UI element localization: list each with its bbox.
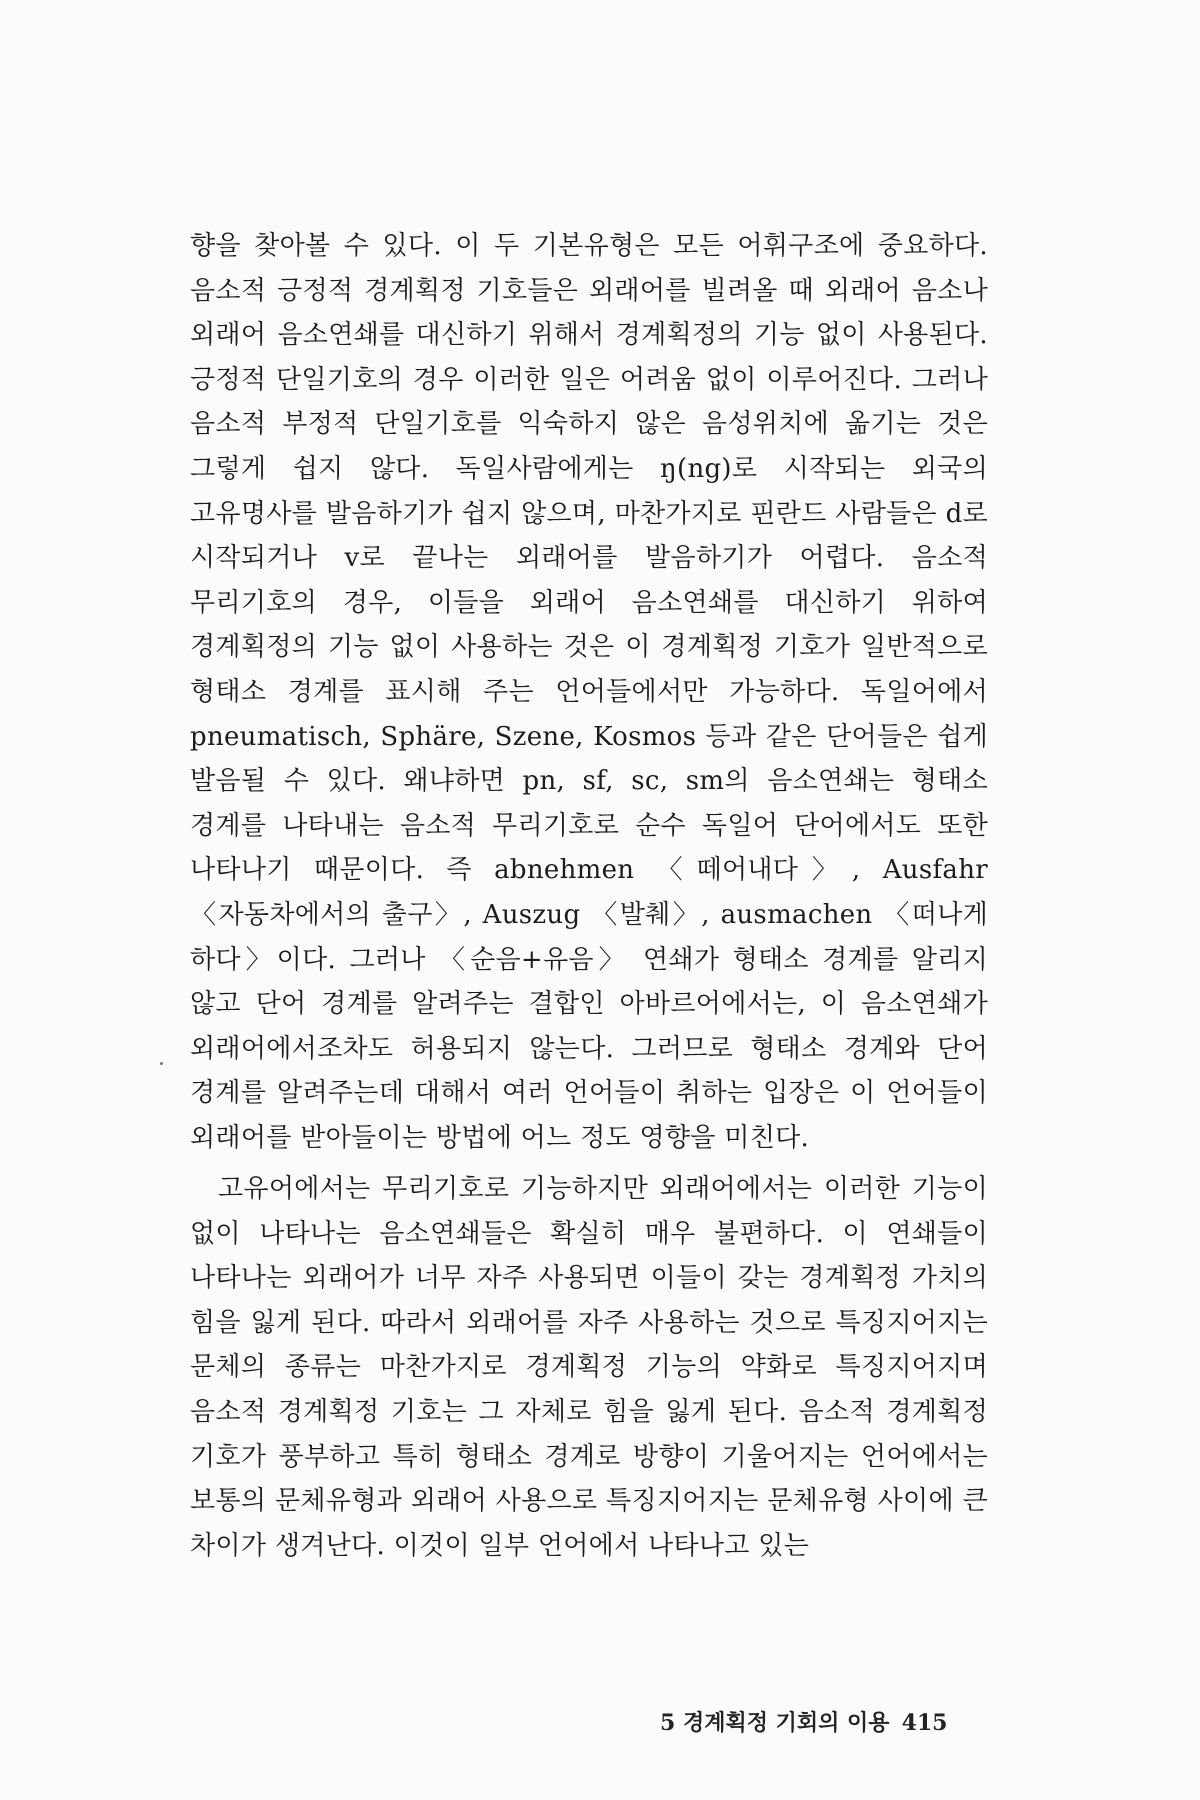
- scan-speck: [160, 1062, 163, 1065]
- body-paragraph-2: 고유어에서는 무리기호로 기능하지만 외래어에서는 이러한 기능이 없이 나타나는 음소연쇄들은 확실히 매우 불편하다. 이 연쇄들이 나타나는 외래어가 너무 자주 사용되면 이들이 갖는 경계획정 가치의 힘을 잃게 된다. 따라서 외래어를 자주 사용하는 것으로 특징지어지는 문체의 종류는 마찬가지로 경계획정 기능의 약화로 특징지어지며 음소적 경계획정 기호는 그 자체로 힘을 잃게 된다. 음소적 경계획정 기호가 풍부하고 특히 형태소 경계로 방향이 기울어지는 언어에서는 보통의 문체유형과 외래어 사용으로 특징지어지는 문체유형 사이에 큰 차이가 생겨난다. 이것이 일부 언어에서 나타나고 있는: [190, 1174, 988, 1561]
- page-footer: [660, 1706, 990, 1737]
- body-paragraph-1: 향을 찾아볼 수 있다. 이 두 기본유형은 모든 어휘구조에 중요하다. 음소적 긍정적 경계획정 기호들은 외래어를 빌려올 때 외래어 음소나 외래어 음소연쇄를 대신하기 위해서 경계획정의 기능 없이 사용된다. 긍정적 단일기호의 경우 이러한 일은 어려움 없이 이루어진다. 그러나 음소적 부정적 단일기호를 익숙하지 않은 음성위치에 옮기는 것은 그렇게 쉽지 않다. 독일사람에게는 ŋ(ng)로 시작되는 외국의 고유명사를 발음하기가 쉽지 않으며, 마찬가지로 핀란드 사람들은 d로 시작되거나 v로 끝나는 외래어를 발음하기가 어렵다. 음소적 무리기호의 경우, 이들을 외래어 음소연쇄를 대신하기 위하여 경계획정의 기능 없이 사용하는 것은 이 경계획정 기호가 일반적으로 형태소 경계를 표시해 주는 언어들에서만 가능하다. 독일어에서 pneumatisch, Sphäre, Szene, Kosmos 등과 같은 단어들은 쉽게 발음될 수 있다. 왜냐하면 pn, sf, sc, sm의 음소연쇄는 형태소 경계를 나타내는 음소적 무리기호로 순수 독일어 단어에서도 또한 나타나기 때문이다. 즉 abnehmen 〈떼어내다〉, Ausfahr 〈자동차에서의 출구〉, Auszug 〈발췌〉, ausmachen 〈떠나게 하다〉이다. 그러나 〈순음+유음〉 연쇄가 형태소 경계를 알리지 않고 단어 경계를 알려주는 결합인 아바르어에서는, 이 음소연쇄가 외래어에서조차도 허용되지 않는다. 그러므로 형태소 경계와 단어 경계를 알려주는데 대해서 여러 언어들이 취하는 입장은 이 언어들이 외래어를 받아들이는 방법에 어느 정도 영향을 미친다.: [190, 231, 988, 1153]
- page-number: 415: [901, 1710, 948, 1736]
- running-footer-section-title: 5 경계획정 기회의 이용: [660, 1710, 890, 1736]
